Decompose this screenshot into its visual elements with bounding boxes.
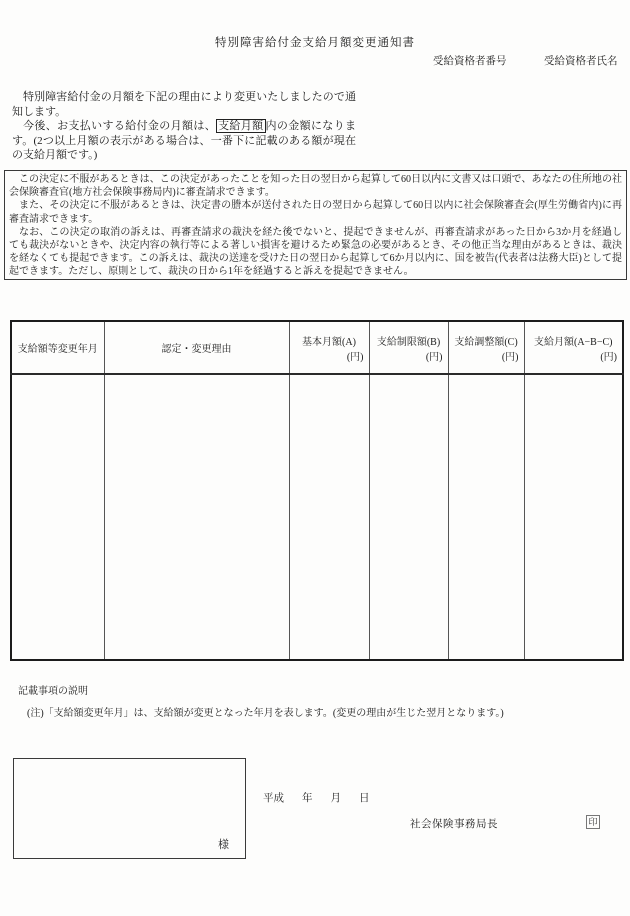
column-header-reason: 認定・変更理由: [104, 321, 289, 374]
page-title: 特別障害給付金支給月額変更通知書: [215, 37, 415, 49]
column-header-adjustment-amount: 支給調整額(C) (円): [448, 321, 524, 374]
appeal-notice-paragraph-1: この決定に不服があるときは、この決定があったことを知った日の翌日から起算して60日以内に文書又は口頭で、あなたの住所地の社会保険審査官(地方社会保険事務局内)に審査請求できます。: [9, 174, 622, 199]
column-header-basic-amount: 基本月額(A) (円): [289, 321, 369, 374]
table-row: [11, 374, 623, 660]
intro-p2-after: 内の金額になります。(2つ以上月額の表示がある場合は、一番下に記載のある額が現在の支給月額です。): [12, 120, 357, 162]
intro-paragraphs: [12, 90, 356, 163]
notes-heading: 記載事項の説明: [18, 686, 88, 697]
column-header-monthly-payment: 支給月額(A−B−C) (円): [524, 321, 623, 374]
cell-monthly-payment: [524, 374, 623, 660]
recipient-name-label: 受給資格者氏名: [544, 56, 618, 67]
addressee-suffix-sama: 様: [218, 839, 229, 851]
cell-reason: [104, 374, 289, 660]
cell-adjustment-amount: [448, 374, 524, 660]
issuing-office-title: 社会保険事務局長: [410, 819, 498, 830]
month-label: 月: [330, 793, 341, 804]
appeal-notice-box: [4, 170, 627, 280]
cell-limit-amount: [369, 374, 448, 660]
day-label: 日: [359, 793, 370, 804]
intro-paragraph-2: [12, 119, 356, 163]
payment-change-table: [10, 320, 624, 661]
cell-change-date: [11, 374, 104, 660]
table-header-row: [11, 321, 623, 374]
note-line-1: (注)「支給額変更年月」は、支給額が変更となった年月を表します。(変更の理由が生じた翌月となります。): [27, 708, 504, 719]
appeal-notice-paragraph-2: また、その決定に不服があるときは、決定書の謄本が送付された日の翌日から起算して60日以内に社会保険審査会(厚生労働省内)に再審査請求できます。: [9, 200, 622, 225]
appeal-notice-paragraph-3: なお、この決定の取消の訴えは、再審査請求の裁決を経た後でないと、提起できませんが、再審査請求があった日から3か月を経過しても裁決がないときや、決定内容の執行等による著しい損害を避けるため緊急の必要があるとき、その他正当な理由があるときは、裁決を経なくても提起できます。この訴えは、裁決の送達を受けた日の翌日から起算して6か月以内に、国を被告(代表者は法務大臣)として提起できます。ただし、原則として、裁決の日から1年を経過すると訴えを提起できません。: [9, 226, 622, 278]
era-label: 平成: [263, 793, 284, 804]
cell-basic-amount: [289, 374, 369, 660]
column-header-limit-amount: 支給制限額(B) (円): [369, 321, 448, 374]
issue-date-line: [263, 790, 370, 805]
intro-p2-before: 今後、お支払いする給付金の月額は、: [23, 120, 217, 133]
seal-stamp-box: 印: [586, 815, 600, 829]
boxed-term-shikyu-getsugaku: 支給月額: [218, 120, 264, 133]
recipient-number-label: 受給資格者番号: [433, 56, 507, 67]
addressee-box: [13, 758, 246, 859]
year-label: 年: [302, 793, 313, 804]
column-header-change-date: 支給額等変更年月: [11, 321, 104, 374]
intro-paragraph-1: 特別障害給付金の月額を下記の理由により変更いたしましたので通知します。: [12, 91, 356, 118]
